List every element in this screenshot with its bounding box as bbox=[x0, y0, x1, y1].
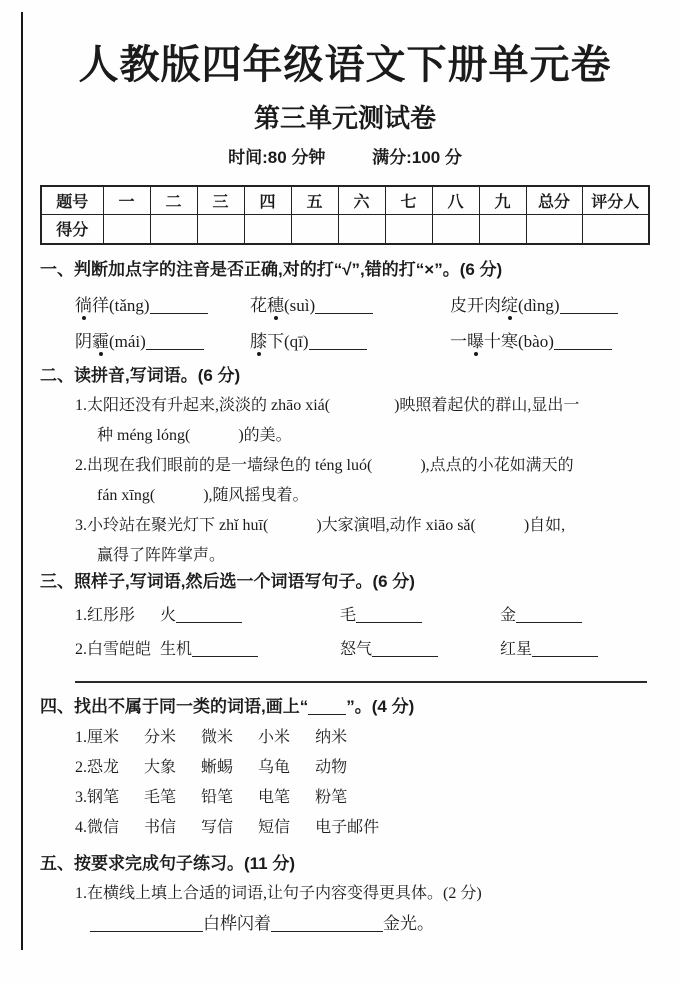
word-option: 乌龟 bbox=[258, 758, 291, 776]
word-option: 3.钢笔 bbox=[75, 788, 120, 806]
answer-blank bbox=[315, 300, 373, 314]
section3-heading: 三、照样子,写词语,然后选一个词语写句子。(6 分) bbox=[40, 571, 415, 591]
score-table-header-cell: 三 bbox=[197, 186, 244, 215]
section1-row2 bbox=[40, 330, 650, 353]
word-option: 分米 bbox=[144, 728, 177, 746]
score-table-header-cell: 四 bbox=[244, 186, 291, 215]
section5-item1: 1.在横线上填上合适的词语,让句子内容变得更具体。(2 分) bbox=[75, 884, 482, 902]
answer-blank bbox=[90, 918, 203, 932]
word-option: 2.恐龙 bbox=[75, 758, 120, 776]
score-table-header-cell: 五 bbox=[291, 186, 338, 215]
word-option: 电笔 bbox=[258, 788, 291, 806]
stem-word: 毛 bbox=[340, 606, 357, 624]
section3-row1 bbox=[40, 604, 650, 627]
answer-blank bbox=[372, 643, 438, 657]
dotted-char: 徜 bbox=[75, 295, 92, 315]
word-option: 短信 bbox=[258, 818, 291, 836]
word-blank-cell bbox=[160, 638, 340, 661]
pinyin-judge-item bbox=[450, 330, 650, 353]
section2-heading: 二、读拼音,写词语。(6 分) bbox=[40, 365, 241, 385]
score-cell-empty bbox=[385, 215, 432, 244]
word-option: 粉笔 bbox=[315, 788, 348, 806]
score-table-header-cell: 一 bbox=[103, 186, 150, 215]
answer-blank bbox=[271, 918, 383, 932]
stem-word: 生机 bbox=[160, 640, 193, 658]
word-option: 微米 bbox=[201, 728, 234, 746]
score-table-header-cell: 题号 bbox=[41, 186, 103, 215]
section5-heading: 五、按要求完成句子练习。(11 分) bbox=[40, 853, 296, 873]
fill-sentence-end: 金光。 bbox=[383, 913, 434, 933]
dotted-char: 曝 bbox=[467, 331, 484, 351]
answer-blank bbox=[516, 609, 582, 623]
item-text-pre: 一 bbox=[450, 331, 467, 351]
answer-blank bbox=[309, 336, 367, 350]
unit-subtitle: 第三单元测试卷 bbox=[253, 104, 436, 133]
answer-blank bbox=[560, 300, 618, 314]
dotted-char: 绽 bbox=[501, 295, 518, 315]
answer-blank bbox=[150, 300, 208, 314]
score-table-header-cell: 六 bbox=[338, 186, 385, 215]
score-cell-empty bbox=[244, 215, 291, 244]
word-blank-cell bbox=[340, 604, 500, 627]
section4-row4 bbox=[40, 817, 650, 838]
word-option: 电子邮件 bbox=[315, 818, 380, 836]
answer-blank bbox=[176, 609, 242, 623]
score-cell-empty bbox=[291, 215, 338, 244]
item-text-post: (mái) bbox=[109, 331, 146, 351]
section4-heading bbox=[40, 696, 650, 718]
section2-item3-line2: 赢得了阵阵掌声。 bbox=[97, 546, 226, 564]
score-cell-empty bbox=[338, 215, 385, 244]
word-blank-cell bbox=[500, 604, 650, 627]
item-text-post: 下(qī) bbox=[267, 331, 309, 351]
score-table-header-cell: 七 bbox=[385, 186, 432, 215]
score-cell-empty bbox=[197, 215, 244, 244]
score-cell-empty bbox=[582, 215, 649, 244]
item-text-pre: 阴 bbox=[75, 331, 92, 351]
section5-fill-sentence bbox=[40, 912, 650, 935]
answer-blank bbox=[532, 643, 598, 657]
score-cell-empty bbox=[103, 215, 150, 244]
section2-item1-line2: 种 méng lóng( )的美。 bbox=[97, 426, 292, 444]
score-table-header-row bbox=[41, 186, 649, 215]
exam-meta bbox=[40, 146, 650, 169]
word-option: 纳米 bbox=[315, 728, 348, 746]
heading-text-post: ”。(4 分) bbox=[346, 696, 415, 716]
stem-word: 怒气 bbox=[340, 640, 373, 658]
item-text-post: (suì) bbox=[284, 295, 316, 315]
score-table-header-cell: 八 bbox=[432, 186, 479, 215]
answer-blank bbox=[356, 609, 422, 623]
score-cell-empty bbox=[526, 215, 582, 244]
time-label: 时间:80 分钟 bbox=[228, 147, 326, 167]
item-text-post: (dìng) bbox=[518, 295, 560, 315]
score-row-label: 得分 bbox=[41, 215, 103, 244]
word-option: 写信 bbox=[201, 818, 234, 836]
section1-heading: 一、判断加点字的注音是否正确,对的打“√”,错的打“×”。(6 分) bbox=[40, 259, 503, 279]
pinyin-judge-item bbox=[250, 330, 450, 353]
section4-row1 bbox=[40, 727, 650, 748]
score-table-header-cell: 九 bbox=[479, 186, 526, 215]
word-option: 铅笔 bbox=[201, 788, 234, 806]
full-score-label: 满分:100 分 bbox=[372, 147, 462, 167]
section4-row2 bbox=[40, 757, 650, 778]
score-table bbox=[40, 185, 650, 245]
word-blank-cell bbox=[500, 638, 650, 661]
dotted-char: 霾 bbox=[92, 331, 109, 351]
word-blank-cell bbox=[160, 604, 340, 627]
section1-row1 bbox=[40, 294, 650, 317]
pinyin-judge-item bbox=[75, 294, 250, 317]
pinyin-judge-item bbox=[75, 330, 250, 353]
word-option: 大象 bbox=[144, 758, 177, 776]
heading-underline-mark bbox=[308, 701, 346, 715]
answer-blank bbox=[192, 643, 258, 657]
section2-item2-line2: fán xīng( ),随风摇曳着。 bbox=[97, 486, 309, 504]
score-table-header-cell: 总分 bbox=[526, 186, 582, 215]
word-option: 蜥蜴 bbox=[201, 758, 234, 776]
section2-item2-line1: 2.出现在我们眼前的是一墙绿色的 téng luó( ),点点的小花如满天的 bbox=[75, 456, 574, 474]
answer-blank bbox=[554, 336, 612, 350]
word-option: 动物 bbox=[315, 758, 348, 776]
stem-word: 金 bbox=[500, 606, 517, 624]
dotted-char: 膝 bbox=[250, 331, 267, 351]
item-text-pre: 皮开肉 bbox=[450, 295, 501, 315]
fold-divider-line bbox=[75, 681, 647, 683]
item-text-post: 十寒(bào) bbox=[484, 331, 554, 351]
word-option: 毛笔 bbox=[144, 788, 177, 806]
score-table-score-row bbox=[41, 215, 649, 244]
word-option: 4.微信 bbox=[75, 818, 120, 836]
section2-item3-line1: 3.小玲站在聚光灯下 zhǐ huī( )大家演唱,动作 xiāo sǎ( )自如, bbox=[75, 516, 566, 534]
word-option: 小米 bbox=[258, 728, 291, 746]
word-blank-cell bbox=[340, 638, 500, 661]
section2-item1-line1: 1.太阳还没有升起来,淡淡的 zhāo xiá( )映照着起伏的群山,显出一 bbox=[75, 396, 580, 414]
heading-text-pre: 四、找出不属于同一类的词语,画上“ bbox=[40, 696, 309, 716]
stem-word: 红星 bbox=[500, 640, 533, 658]
score-cell-empty bbox=[479, 215, 526, 244]
pinyin-judge-item bbox=[450, 294, 650, 317]
section4-row3 bbox=[40, 787, 650, 808]
dotted-char: 穗 bbox=[267, 295, 284, 315]
fill-sentence-mid: 白桦闪着 bbox=[203, 913, 271, 933]
score-cell-empty bbox=[432, 215, 479, 244]
score-cell-empty bbox=[150, 215, 197, 244]
stem-word: 火 bbox=[160, 606, 177, 624]
answer-blank bbox=[146, 336, 204, 350]
page-margin-rule bbox=[21, 12, 23, 950]
word-option: 书信 bbox=[144, 818, 177, 836]
item-text-post: 徉(tǎng) bbox=[92, 295, 150, 315]
item-text-pre: 花 bbox=[250, 295, 267, 315]
score-table-header-cell: 二 bbox=[150, 186, 197, 215]
score-table-header-cell: 评分人 bbox=[582, 186, 649, 215]
section3-row2 bbox=[40, 638, 650, 661]
page-title: 人教版四年级语文下册单元卷 bbox=[78, 42, 612, 87]
example-word: 2.白雪皑皑 bbox=[75, 640, 152, 658]
example-word: 1.红彤彤 bbox=[75, 606, 136, 624]
word-option: 1.厘米 bbox=[75, 728, 120, 746]
pinyin-judge-item bbox=[250, 294, 450, 317]
